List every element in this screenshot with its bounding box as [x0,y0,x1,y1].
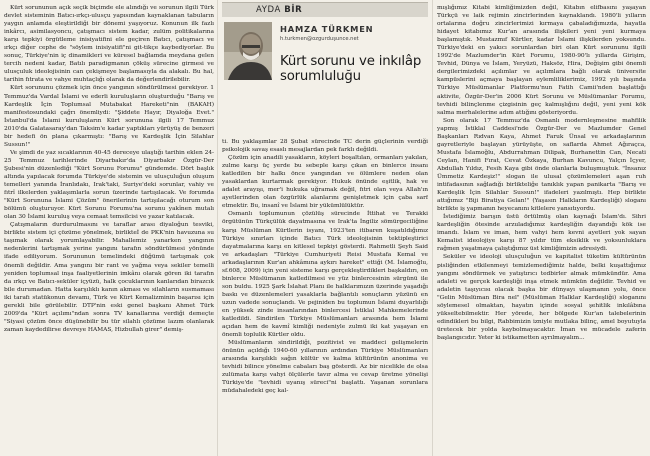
paragraph: Çatışmaların durdurulmasını ve taraflar arası diyaloğun tesviki, birlikte sistem içi çözüme yönelmek, birlikteİ de PKK'nin havuzuna su taşımak olarak yorumlayabilir. Mahallemiz yanarken yangının nedenlerini tartışmak yerine yangını tarafın söndürülmesi yönünde ifade ediliyorum. Sorununun temelindeki düğümü tartışmak çok önemli değildir. Ama yangını bir rant ve yağma veya sekiler temelli yeniden toplumsal inşa faaliyetlerinin imkânı olarak gören iki tarafın da ırkçı ve Batıcı-seküler içyüzü, halk çocuklarının kanlarıdan birazcık bile durumadan. Hatta karşılıklı kanın akması ve silahların susmaması iki tarafı statükonun devamı, Türk ve Kürt Kemalizminin başarısı için gerekli bile görülebilir. DTP'nin eski genel başkanı Ahmet Türk 2009'da "Kürt açılımı"ndan sonra TV kanallarına verdiği demeçte "Siyasi çözüm önce düşünebilir bu tür silahlı çözüme lazım olanlarak zaman kaydedilirse devreye HAMAS, Hizbullah girer" demiş- [4,222,214,333]
column-header [222,0,428,136]
paragraph: Müslümanların sindirildiği, pozitivist ve maddeci gelişmelerin önünün açıldığı 1940-60 yıllarının ardından Türkiye Müslümanları arasında karşılıklı sağın kültür ve kalma kültürünün anonima ve tevhidi bilince yönelme cabaları baş gösterdi. Az bir nicelikle de olsa zulümata karşı vahyi ölçülerle tavır alma ve cevap üretme yönelişi Türkiye'de "tevhidi uyanış süreci"ni başlattı. Yaşanan sorunlara müdahaledeki geç kal- [222,340,428,395]
paragraph: Ve şimdi de yaz sıcaklarının 40-45 dereceye ulaştığı tarihin eklen 24-25 Temmuz tarihlerinde Diyarbakır'da Diyarbakır Özgür-Der Şubesi'nin düzenlediği "Kürt Sorunu Forumu" gündemde. Dört başlık altında yapılacak forumda Türkiye'de sistemin ve ulusçuluğun oluşum temelleri yanında İranlıdakı, Irak'taki, Suriye'deki sorunlar, vahiy ve fıtrî ilkelerden yaklaşımlarla sorun üzerinde tartışılacak. Ve forumda "Kürt Sorununa İslami Çözüm" önerilerinin tartışılacağı oturum son bölümü oluşturuyor. Kürt Sorunu Forumu'na sorunu yakînen mutalı olan 30 İslami kuruluş veya cemaat temsilcisi ve yazar katılacak. [4,149,214,221]
article-column-left [4,0,214,456]
column-brand-prefix: AYDA [256,5,281,15]
column-divider [217,0,218,456]
paragraph: Seküler ve ideoloji ulusçuluğun ve kapitalist tüketim kültürünün pisliğinden etkilenmeyi temizlemediğimiz halde, belki kuşattığımız yangını söndürmek ve yatıştırıcı tedbirler almak mümkündür. Ama adaleti ve gerçek kardeşliği inşa etmek mümkün değildir. Tevhid ve adaletin taşıyıcısı olacak başka bir dünyayı ulaşmanın yolu, önce "Gelin Müslüman Bira nel" (Müslüman Halklar Kardeşliği) sloganını söylemesel olmaktan, hayatın içinde sosyal şehitlik inkılâbına yükseltebilmektir. Her yörede, her bölgede Kur'an talebelerinin edindikleri bu bilgi, Rabbimizin izniyle mutlaka bilinç, amel boyutuyla üretecek bir yolda kaybolmayacaktır. İman ve mücadele zaferin başlangıcıdır. Yeter ki istikametten ayrılmayalım... [437,254,646,341]
column-divider [432,0,433,456]
author-portrait-icon [224,22,272,80]
article-headline: Kürt sorunu ve inkılâp sorumluluğu [280,54,422,84]
paragraph: İstediğimiz barışın üstü örtülmüş olan kaynağı İslam'dı. Sihri kardeşliğin ötesinde arzuladığımız kardeşliğin dayandığı kök ise imandı. İslam ve iman, hem vahyi hem kevni ayetleri yok sayan Kemalist ideolojiye karşı 87 yıldır tüm eksiklik ve yoksunluklara rağmen yaşatmaya çalıştığımız üst kimliğimizin adresiydi. [437,214,646,253]
paragraph: Osmanlı toplumunun çözülüş sürecinde İttihat ve Terakki örgütünün Türkçülük dayatmasına ve Irak'ta İngiliz sömürgeciliğine karşı Müslüman Kürtlerin isyanı, 1923'ten itibaren kuşatıldığımız Türkiye sınırları içinde Batıcı Türk ideolojisinin tektipleştirici dayatmalarına karşı en kitlesel tepkiyi gösterdi. Rahmetli Şeyh Said ve arkadaşları "Türkiye Cumhuriyeti Reisi Mustafa Kemal ve arkadaşlarının Kur'an ahkâmına aykırı hareket" ettiği (M. İslamoğlu, sf.608, 2009) için yeni sisteme karşı gerçekleştirdikleri başkaldırı, on binlerce Müslümanın katledilmesi ve yüz binlercesinin sürgünü ile son buldu. 1925 Şark İslahat Planı ile halklarımızın üzerinde yaşadığı baskı ve düzenlemeleri yasaklarla bağlantılı sonuçların yüzünü en uzun vadede sonuçlandı. Ve pejiniden bu toplumun İslami duyarlılığı en yüksek zinde insanlarından binlercesi İstiklal Mahkemelerinde katledildi. Sindirilen Türkiye Müslümanları arasında hem İslami açıdan hem de kavmî kimliği nedeniyle zulmü iki kat yaşayan en önemli toplulik Kürtler oldu. [222,211,428,339]
paragraph: Kürt sorununun açık seçik biçimde ele alındığı ve sorunun ilgili Türk devlet sisteminin Batıcı-ırkçı-ulusçu yapısından kaynaklanan tabuların yaygın anlamda eleştirildiği bir dönemi yaşıyoruz. Konunun ilk fazlı inkârcı, asimilasyoncu, çatışmacı sistem kadar, zulüm politikalarına karşı tepkiyi örgütleme inisiyatifini ele geçiren Batıcı, çatışmacı ve ırkçı diğer cephe de "söylem inisiyatifi"ni git-tikçe kaybediyorlar. Bu sonuç, Türkiye'nin iç dinamikleri ve küresel bağlamda meydana gelen tercih nedeni kadar, Batılı paradigmanın çöküş sürecine girmesi ve ulusçuluk ideolojisinin can çekişmeye başlamasıyla da alakalı. Bu hal, tarihin fıtrata ve vahye muhtaçlığı olarak da değerlendirilebilir. [4,5,214,84]
paragraph: ti. Bu yaklaşımlar 28 Şubat sürecinde TC derin güçlerinin verdiği psikolojik savaş esaslı mesajlardan pek farklı değildi. [222,139,428,154]
author-email: h.turkmen@ozgurduşunce.net [280,36,359,42]
paragraph: Son olarak 17 Temmuz'da Osmanlı modernleşmesine mahfilik yapmış İstiklal Caddesi'nde Özgür-Der ve Mazlumder Genel Başkanları Rıdvan Kaya, Ahmet Faruk Ünsal ve arkadaşlarının gayretleriyle başlayan yürüyüşte, on saflarda Ahmet Ağıraçca, Mustafa İslamoğlu, Abdurrahman Dilipak, Burhanettin Can, Necati Ceylan, Hanifi Fırat, Cevat Özkaya, Burhan Kavuncu, Yalçın İçyer, Abdullah Yıldız, Fesih Kaya gibi önde olanlarla buluşmuştuk. "İnsanız Ümmetiz Kardeşiz!" slogan ile ulusal çözümlemeleri aşan ruh intifadasının sağladığı birlikteliğe tanıklık yapan panikarta "Barış ve Kardeşlik İçin Silahlar Sussun!" ifadeleri yazılmıştı. Hep birlikte attığımız "Biji Biratiya Gelan!" (Yaşasın Halkların Kardeşliği) sloganı birlikte iş yapmanın heyecanını kitlelere yansıtıyordu. [437,117,646,213]
author-name: HAMZA TÜRKMEN [280,24,374,34]
paragraph: Çözüm için anadili yasakların, köyleri boşaltılan, ormanları yakılan, zulme karşı üç yerde bu sebeple karşı çıkan en binlerce insanı katledilen bir halkı önce yangından ve ölümlere neden olan yasaklardan kurtarmak gerekiyor. Hukuk önünde eşitlik, hak ve adalet arayışı, mer'i hukuka uğramak değil, fıtri olan veya Allah'ın ayetlerinden olan özgürlük alanlarını genişletmek için çaba sarf etmektir. Bu, insanî ve İslami bir yükümlülüktür. [222,155,428,210]
paragraph: mışlığımız Kitabi kimliğimizden değil, Kitabın elifbasını yaşayan Türkçü ve laik rejimin zincirlerinden kaynaklandı. 1980'li yılların ortalarına doğru zincirlerimizi kırmaya çabaladığımızda, hayatla hidayet kitabımız Kur'an arasında ilişkileri yeni yeni kurmaya başlamıştık. Mustazmıf Kürtler, kadar İslami ilişkilerden yoksundu. Türkiye'deki en yakıcı sorunlardan biri olan Kürt sorununu ilgili 1992'de Mazlumder'in Kürt Forumu, 1980-90'lı yıllarda Girişim, Tevhid, Dünya ve İslam, Yeryüzü, Haksöz, Hira, Değişim gibi önemli dergilerimizdeki açılımlar ve açılımlara bağlı olarak üniversite kampüslerini açmaya başlayan eylemliliklerimiz, 1992 yılı başında Türkiye Müslümanlar Platformu'nun Fatih Camii'nden başlattığı aktivite, Özgür-Der'in 2006 Kürt Sorunu ve Müslümanlar Forumu, tevhidi bilinçlenme çizgisinin geç kalmışlığını değil, yeni yeni kök salma merhalelerine adım attığını gösteriyordu. [437,5,646,116]
article-column-middle [222,138,428,456]
column-brand-name: BİR [284,5,303,15]
paragraph: Kürt sorununu çözmek için önce yangının söndürülmesi gerekiyor. 1 Temmuz'da Vardal İslami ve ederli kuruluşların oluşturduğu "Barış ve Kardeşlik İçin Toplumsal Mutabakat Hareketi"nin (BAKAH) manifestosundaki çağrı önemliydi: "Şiddete Hayır, Diyaloğa Evet." İstanbul'da İslami kuruluşların Kürt sorununa ilgili 17 Temmuz 2010'da Galatasaray'dan Taksim'e kadar yaptıkları yürüyüş de benzeri bir hedefi ön plana çıkarmıştı: "Barış ve Kardeşlik İçin Silahlar Sussun!" [4,85,214,148]
author-photo [224,22,272,80]
article-column-right [437,0,646,456]
column-banner [222,2,428,17]
column-brand [256,5,302,15]
